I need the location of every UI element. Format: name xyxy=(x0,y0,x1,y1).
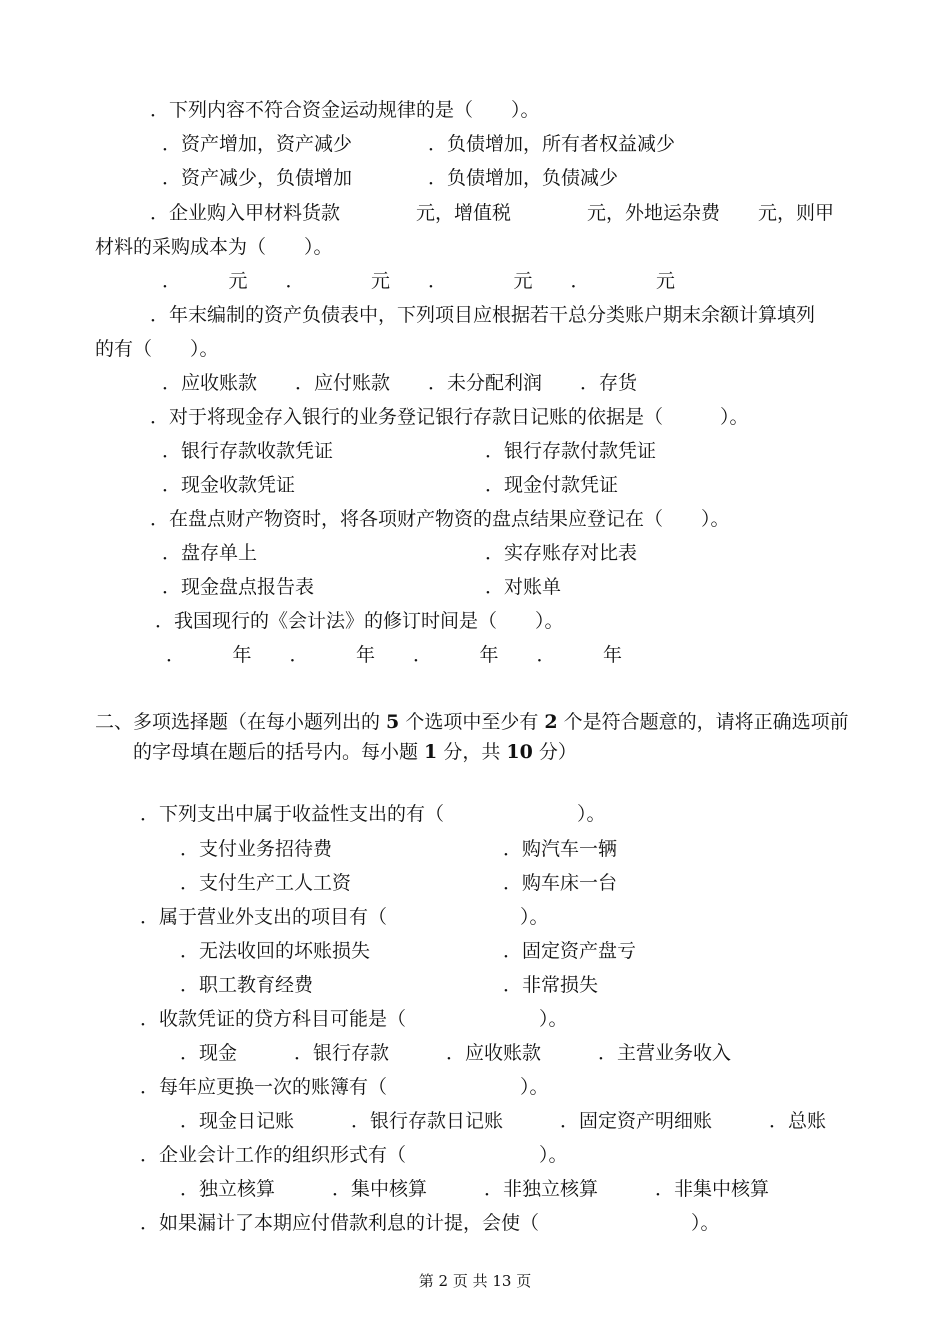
options-row: ．资产增加，资产减少 ．负债增加，所有者权益减少 xyxy=(162,133,676,155)
options-row: ．支付业务招待费 ．购汽车一辆 xyxy=(180,838,618,860)
question-stem-continued: 的有（ ）。 xyxy=(95,338,219,360)
options-row: ．现金盘点报告表 ．对账单 xyxy=(162,576,562,598)
question-stem: ．如果漏计了本期应付借款利息的计提，会使（ ）。 xyxy=(140,1212,720,1234)
question-stem: ．对于将现金存入银行的业务登记银行存款日记账的依据是（ ）。 xyxy=(150,406,749,428)
options-row: ．盘存单上 ．实存账存对比表 xyxy=(162,542,638,564)
options-row: ．职工教育经费 ．非常损失 xyxy=(180,974,599,996)
section-heading-text: 的字母填在题后的括号内。每小题 xyxy=(133,741,425,763)
section-number: 10 xyxy=(506,741,533,763)
page-number-footer: 第 2 页 共 13 页 xyxy=(418,1272,532,1290)
question-stem: ．我国现行的《会计法》的修订时间是（ ）。 xyxy=(155,610,564,632)
question-stem: ．年末编制的资产负债表中，下列项目应根据若干总分类账户期末余额计算填列 xyxy=(150,304,816,326)
options-row: ．现金 ．银行存款 ．应收账款 ．主营业务收入 xyxy=(180,1042,732,1064)
options-row: ．应收账款 ．应付账款 ．未分配利润 ．存货 xyxy=(162,372,638,394)
options-row: ． 元 ． 元 ． 元 ． 元 xyxy=(162,270,676,292)
options-row: ．资产减少，负债增加 ．负债增加，负债减少 xyxy=(162,167,619,189)
question-stem: ．属于营业外支出的项目有（ ）。 xyxy=(140,906,549,928)
question-stem-continued: 材料的采购成本为（ ）。 xyxy=(95,236,333,258)
question-stem: ．下列支出中属于收益性支出的有（ ）。 xyxy=(140,803,606,825)
question-stem: ．收款凭证的贷方科目可能是（ ）。 xyxy=(140,1008,568,1030)
question-stem: ．企业购入甲材料货款 元，增值税 元，外地运杂费 元，则甲 xyxy=(150,202,835,224)
options-row: ． 年 ． 年 ． 年 ． 年 xyxy=(166,644,623,666)
section-number: 5 xyxy=(386,711,400,733)
section-heading xyxy=(95,705,849,739)
section-heading-text: 个是符合题意的，请将正确选项前 xyxy=(557,711,849,733)
section-number: 1 xyxy=(424,741,438,763)
options-row: ．银行存款收款凭证 ．银行存款付款凭证 xyxy=(162,440,657,462)
options-row: ．现金日记账 ．银行存款日记账 ．固定资产明细账 ．总账 xyxy=(180,1110,827,1132)
section-heading-text: 分） xyxy=(532,741,577,763)
section-heading-text: 分，共 xyxy=(437,741,507,763)
options-row: ．无法收回的坏账损失 ．固定资产盘亏 xyxy=(180,940,637,962)
section-heading-continued xyxy=(133,735,577,769)
section-heading-text: 二、多项选择题（在每小题列出的 xyxy=(95,711,387,733)
options-row: ．独立核算 ．集中核算 ．非独立核算 ．非集中核算 xyxy=(180,1178,770,1200)
question-stem: ．在盘点财产物资时，将各项财产物资的盘点结果应登记在（ ）。 xyxy=(150,508,730,530)
options-row: ．现金收款凭证 ．现金付款凭证 xyxy=(162,474,619,496)
question-stem: ．下列内容不符合资金运动规律的是（ ）。 xyxy=(150,99,540,121)
options-row: ．支付生产工人工资 ．购车床一台 xyxy=(180,872,618,894)
section-number: 2 xyxy=(544,711,558,733)
section-heading-text: 个选项中至少有 xyxy=(399,711,545,733)
question-stem: ．每年应更换一次的账簿有（ ）。 xyxy=(140,1076,549,1098)
question-stem: ．企业会计工作的组织形式有（ ）。 xyxy=(140,1144,568,1166)
